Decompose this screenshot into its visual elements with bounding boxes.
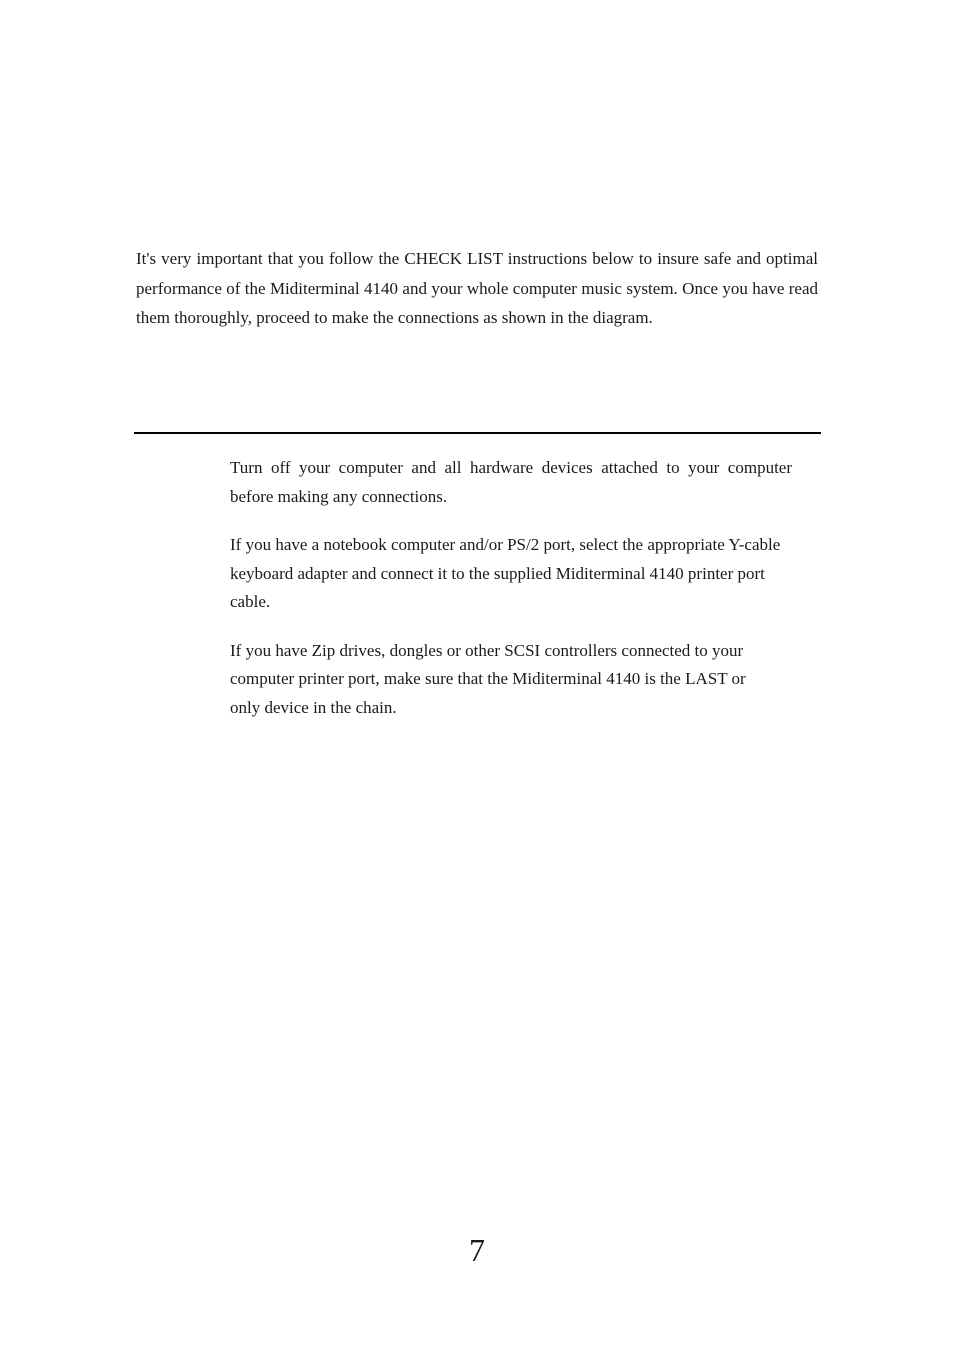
check-list (230, 454, 792, 742)
intro-paragraph: It's very important that you follow the CHECK LIST instructions below to insure safe and optimal performance of the Miditerminal 4140 and your whole computer music system. Once you have read them thoroughly, proceed to make the connections as shown in the diagram. (136, 249, 818, 327)
check-list-item: If you have a notebook computer and/or PS/2 port, select the appropriate Y-cable keyboard adapter and connect it to the supplied Miditerminal 4140 printer port cable. (230, 535, 781, 611)
check-list-item: If you have Zip drives, dongles or other SCSI controllers connected to your computer printer port, make sure that the Miditerminal 4140 is the LAST or only device in the chain. (230, 640, 746, 717)
page-number: 7 (469, 1232, 485, 1268)
check-list-item: Turn off your computer and all hardware devices attached to your computer before making any connections. (230, 458, 792, 506)
section-divider (134, 432, 821, 434)
